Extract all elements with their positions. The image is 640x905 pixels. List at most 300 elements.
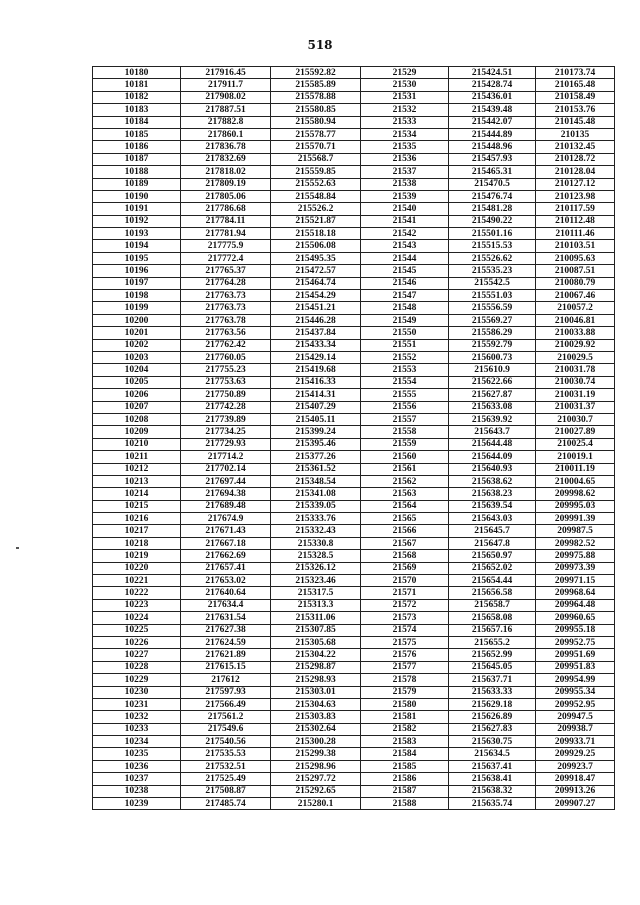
point-id-left-cell: 10237 <box>93 773 181 785</box>
x-coord-left-cell: 217882.8 <box>181 116 271 128</box>
x-coord-right-cell: 215444.89 <box>449 128 536 140</box>
point-id-left-cell: 10235 <box>93 748 181 760</box>
x-coord-left-cell: 217689.48 <box>181 500 271 512</box>
x-coord-left-cell: 217714.2 <box>181 451 271 463</box>
x-coord-left-cell: 217753.63 <box>181 376 271 388</box>
y-coord-left-cell: 215304.22 <box>271 649 361 661</box>
point-id-right-cell: 21566 <box>361 525 449 537</box>
x-coord-left-cell: 217763.56 <box>181 327 271 339</box>
table-row <box>93 463 615 475</box>
y-coord-left-cell: 215578.88 <box>271 91 361 103</box>
x-coord-right-cell: 215627.87 <box>449 389 536 401</box>
point-id-right-cell: 21548 <box>361 302 449 314</box>
y-coord-left-cell: 215297.72 <box>271 773 361 785</box>
table-row <box>93 438 615 450</box>
point-id-left-cell: 10210 <box>93 438 181 450</box>
x-coord-right-cell: 215644.48 <box>449 438 536 450</box>
point-id-right-cell: 21540 <box>361 203 449 215</box>
point-id-left-cell: 10193 <box>93 228 181 240</box>
y-coord-left-cell: 215326.12 <box>271 562 361 574</box>
point-id-right-cell: 21588 <box>361 798 449 810</box>
y-coord-right-cell: 209952.95 <box>536 698 615 710</box>
table-row <box>93 562 615 574</box>
x-coord-right-cell: 215637.41 <box>449 760 536 772</box>
y-coord-right-cell: 210095.63 <box>536 252 615 264</box>
y-coord-left-cell: 215548.84 <box>271 190 361 202</box>
x-coord-right-cell: 215638.41 <box>449 773 536 785</box>
y-coord-right-cell: 210029.5 <box>536 351 615 363</box>
point-id-left-cell: 10203 <box>93 351 181 363</box>
x-coord-right-cell: 215622.66 <box>449 376 536 388</box>
table-row <box>93 711 615 723</box>
point-id-left-cell: 10225 <box>93 624 181 636</box>
y-coord-right-cell: 210153.76 <box>536 104 615 116</box>
x-coord-left-cell: 217627.38 <box>181 624 271 636</box>
y-coord-right-cell: 209952.75 <box>536 636 615 648</box>
point-id-right-cell: 21543 <box>361 240 449 252</box>
table-row <box>93 550 615 562</box>
table-row <box>93 599 615 611</box>
x-coord-left-cell: 217765.37 <box>181 265 271 277</box>
point-id-right-cell: 21542 <box>361 228 449 240</box>
table-row <box>93 302 615 314</box>
x-coord-right-cell: 215645.05 <box>449 661 536 673</box>
x-coord-left-cell: 217667.18 <box>181 537 271 549</box>
y-coord-right-cell: 210030.7 <box>536 413 615 425</box>
point-id-right-cell: 21574 <box>361 624 449 636</box>
y-coord-left-cell: 215451.21 <box>271 302 361 314</box>
x-coord-right-cell: 215654.44 <box>449 575 536 587</box>
y-coord-left-cell: 215303.83 <box>271 711 361 723</box>
x-coord-right-cell: 215439.48 <box>449 104 536 116</box>
point-id-right-cell: 21579 <box>361 686 449 698</box>
table-row <box>93 649 615 661</box>
x-coord-left-cell: 217809.19 <box>181 178 271 190</box>
point-id-left-cell: 10229 <box>93 674 181 686</box>
x-coord-left-cell: 217764.28 <box>181 277 271 289</box>
point-id-left-cell: 10198 <box>93 290 181 302</box>
x-coord-right-cell: 215627.83 <box>449 723 536 735</box>
y-coord-left-cell: 215303.01 <box>271 686 361 698</box>
table-row <box>93 240 615 252</box>
y-coord-left-cell: 215300.28 <box>271 736 361 748</box>
point-id-left-cell: 10208 <box>93 413 181 425</box>
x-coord-left-cell: 217597.93 <box>181 686 271 698</box>
x-coord-left-cell: 217657.41 <box>181 562 271 574</box>
x-coord-left-cell: 217887.51 <box>181 104 271 116</box>
y-coord-left-cell: 215578.77 <box>271 128 361 140</box>
y-coord-right-cell: 210165.48 <box>536 79 615 91</box>
y-coord-left-cell: 215377.26 <box>271 451 361 463</box>
x-coord-left-cell: 217916.45 <box>181 67 271 79</box>
x-coord-left-cell: 217763.73 <box>181 290 271 302</box>
table-row <box>93 339 615 351</box>
point-id-right-cell: 21561 <box>361 463 449 475</box>
y-coord-right-cell: 209954.99 <box>536 674 615 686</box>
y-coord-right-cell: 210080.79 <box>536 277 615 289</box>
table-row <box>93 723 615 735</box>
point-id-right-cell: 21570 <box>361 575 449 587</box>
x-coord-right-cell: 215448.96 <box>449 141 536 153</box>
y-coord-left-cell: 215518.18 <box>271 228 361 240</box>
table-row <box>93 413 615 425</box>
x-coord-left-cell: 217697.44 <box>181 475 271 487</box>
x-coord-right-cell: 215428.74 <box>449 79 536 91</box>
point-id-left-cell: 10232 <box>93 711 181 723</box>
x-coord-right-cell: 215647.8 <box>449 537 536 549</box>
coordinate-table-body <box>93 67 615 810</box>
point-id-right-cell: 21577 <box>361 661 449 673</box>
x-coord-right-cell: 215424.51 <box>449 67 536 79</box>
y-coord-right-cell: 210004.65 <box>536 475 615 487</box>
point-id-right-cell: 21572 <box>361 599 449 611</box>
margin-mark <box>16 547 19 549</box>
table-row <box>93 351 615 363</box>
x-coord-left-cell: 217760.05 <box>181 351 271 363</box>
point-id-left-cell: 10226 <box>93 636 181 648</box>
point-id-right-cell: 21550 <box>361 327 449 339</box>
point-id-left-cell: 10215 <box>93 500 181 512</box>
x-coord-left-cell: 217781.94 <box>181 228 271 240</box>
coordinate-table <box>92 66 615 810</box>
x-coord-left-cell: 217832.69 <box>181 153 271 165</box>
x-coord-right-cell: 215442.07 <box>449 116 536 128</box>
point-id-right-cell: 21551 <box>361 339 449 351</box>
table-row <box>93 290 615 302</box>
table-row <box>93 67 615 79</box>
x-coord-right-cell: 215481.28 <box>449 203 536 215</box>
y-coord-left-cell: 215407.29 <box>271 401 361 413</box>
y-coord-left-cell: 215317.5 <box>271 587 361 599</box>
y-coord-right-cell: 210046.81 <box>536 314 615 326</box>
y-coord-left-cell: 215341.08 <box>271 488 361 500</box>
point-id-left-cell: 10197 <box>93 277 181 289</box>
y-coord-right-cell: 209951.83 <box>536 661 615 673</box>
point-id-right-cell: 21535 <box>361 141 449 153</box>
x-coord-left-cell: 217621.89 <box>181 649 271 661</box>
y-coord-right-cell: 209960.65 <box>536 612 615 624</box>
y-coord-left-cell: 215570.71 <box>271 141 361 153</box>
point-id-right-cell: 21556 <box>361 401 449 413</box>
y-coord-left-cell: 215552.63 <box>271 178 361 190</box>
x-coord-left-cell: 217694.38 <box>181 488 271 500</box>
y-coord-left-cell: 215506.08 <box>271 240 361 252</box>
y-coord-right-cell: 209955.34 <box>536 686 615 698</box>
x-coord-right-cell: 215542.5 <box>449 277 536 289</box>
y-coord-right-cell: 210158.49 <box>536 91 615 103</box>
table-row <box>93 587 615 599</box>
point-id-right-cell: 21544 <box>361 252 449 264</box>
point-id-right-cell: 21571 <box>361 587 449 599</box>
y-coord-right-cell: 210027.89 <box>536 426 615 438</box>
x-coord-right-cell: 215501.16 <box>449 228 536 240</box>
point-id-right-cell: 21584 <box>361 748 449 760</box>
table-row <box>93 364 615 376</box>
point-id-left-cell: 10191 <box>93 203 181 215</box>
y-coord-left-cell: 215416.33 <box>271 376 361 388</box>
point-id-left-cell: 10221 <box>93 575 181 587</box>
y-coord-right-cell: 210103.51 <box>536 240 615 252</box>
x-coord-right-cell: 215465.31 <box>449 166 536 178</box>
table-row <box>93 686 615 698</box>
point-id-right-cell: 21554 <box>361 376 449 388</box>
point-id-left-cell: 10238 <box>93 785 181 797</box>
y-coord-left-cell: 215298.93 <box>271 674 361 686</box>
x-coord-left-cell: 217772.4 <box>181 252 271 264</box>
y-coord-right-cell: 209991.39 <box>536 513 615 525</box>
y-coord-left-cell: 215580.85 <box>271 104 361 116</box>
x-coord-left-cell: 217535.53 <box>181 748 271 760</box>
y-coord-right-cell: 209955.18 <box>536 624 615 636</box>
x-coord-left-cell: 217729.93 <box>181 438 271 450</box>
table-row <box>93 575 615 587</box>
x-coord-left-cell: 217763.73 <box>181 302 271 314</box>
y-coord-left-cell: 215568.7 <box>271 153 361 165</box>
point-id-right-cell: 21559 <box>361 438 449 450</box>
point-id-left-cell: 10182 <box>93 91 181 103</box>
x-coord-right-cell: 215635.74 <box>449 798 536 810</box>
y-coord-left-cell: 215304.63 <box>271 698 361 710</box>
x-coord-right-cell: 215638.62 <box>449 475 536 487</box>
y-coord-right-cell: 209933.71 <box>536 736 615 748</box>
x-coord-right-cell: 215556.59 <box>449 302 536 314</box>
table-row <box>93 79 615 91</box>
x-coord-left-cell: 217836.78 <box>181 141 271 153</box>
y-coord-left-cell: 215313.3 <box>271 599 361 611</box>
point-id-left-cell: 10199 <box>93 302 181 314</box>
point-id-right-cell: 21549 <box>361 314 449 326</box>
x-coord-right-cell: 215639.92 <box>449 413 536 425</box>
point-id-left-cell: 10216 <box>93 513 181 525</box>
x-coord-left-cell: 217750.89 <box>181 389 271 401</box>
x-coord-right-cell: 215652.99 <box>449 649 536 661</box>
x-coord-right-cell: 215634.5 <box>449 748 536 760</box>
x-coord-right-cell: 215569.27 <box>449 314 536 326</box>
y-coord-left-cell: 215323.46 <box>271 575 361 587</box>
y-coord-right-cell: 210019.1 <box>536 451 615 463</box>
x-coord-left-cell: 217755.23 <box>181 364 271 376</box>
x-coord-left-cell: 217561.2 <box>181 711 271 723</box>
x-coord-right-cell: 215457.93 <box>449 153 536 165</box>
x-coord-right-cell: 215645.7 <box>449 525 536 537</box>
y-coord-right-cell: 209982.52 <box>536 537 615 549</box>
point-id-left-cell: 10211 <box>93 451 181 463</box>
y-coord-left-cell: 215585.89 <box>271 79 361 91</box>
table-row <box>93 401 615 413</box>
point-id-right-cell: 21562 <box>361 475 449 487</box>
y-coord-left-cell: 215292.65 <box>271 785 361 797</box>
x-coord-left-cell: 217702.14 <box>181 463 271 475</box>
y-coord-left-cell: 215302.64 <box>271 723 361 735</box>
y-coord-right-cell: 210135 <box>536 128 615 140</box>
table-row <box>93 748 615 760</box>
point-id-left-cell: 10200 <box>93 314 181 326</box>
table-row <box>93 141 615 153</box>
table-row <box>93 475 615 487</box>
y-coord-left-cell: 215298.96 <box>271 760 361 772</box>
y-coord-left-cell: 215395.46 <box>271 438 361 450</box>
x-coord-right-cell: 215652.02 <box>449 562 536 574</box>
y-coord-right-cell: 210132.45 <box>536 141 615 153</box>
y-coord-left-cell: 215580.94 <box>271 116 361 128</box>
y-coord-left-cell: 215299.38 <box>271 748 361 760</box>
x-coord-left-cell: 217784.11 <box>181 215 271 227</box>
table-row <box>93 736 615 748</box>
table-row <box>93 698 615 710</box>
y-coord-right-cell: 209951.69 <box>536 649 615 661</box>
x-coord-left-cell: 217634.4 <box>181 599 271 611</box>
x-coord-left-cell: 217566.49 <box>181 698 271 710</box>
x-coord-left-cell: 217763.78 <box>181 314 271 326</box>
table-row <box>93 674 615 686</box>
point-id-left-cell: 10220 <box>93 562 181 574</box>
y-coord-left-cell: 215333.76 <box>271 513 361 525</box>
y-coord-right-cell: 209995.03 <box>536 500 615 512</box>
point-id-right-cell: 21536 <box>361 153 449 165</box>
point-id-left-cell: 10187 <box>93 153 181 165</box>
point-id-right-cell: 21576 <box>361 649 449 661</box>
table-row <box>93 252 615 264</box>
table-row <box>93 612 615 624</box>
table-row <box>93 203 615 215</box>
point-id-right-cell: 21541 <box>361 215 449 227</box>
x-coord-left-cell: 217532.51 <box>181 760 271 772</box>
y-coord-right-cell: 210011.19 <box>536 463 615 475</box>
point-id-right-cell: 21573 <box>361 612 449 624</box>
point-id-left-cell: 10236 <box>93 760 181 772</box>
y-coord-left-cell: 215559.85 <box>271 166 361 178</box>
point-id-right-cell: 21552 <box>361 351 449 363</box>
point-id-left-cell: 10223 <box>93 599 181 611</box>
y-coord-left-cell: 215405.11 <box>271 413 361 425</box>
point-id-left-cell: 10207 <box>93 401 181 413</box>
point-id-left-cell: 10224 <box>93 612 181 624</box>
point-id-left-cell: 10185 <box>93 128 181 140</box>
x-coord-right-cell: 215633.33 <box>449 686 536 698</box>
table-row <box>93 426 615 438</box>
table-row <box>93 760 615 772</box>
x-coord-right-cell: 215470.5 <box>449 178 536 190</box>
point-id-left-cell: 10219 <box>93 550 181 562</box>
y-coord-right-cell: 210173.74 <box>536 67 615 79</box>
point-id-right-cell: 21580 <box>361 698 449 710</box>
x-coord-right-cell: 215630.75 <box>449 736 536 748</box>
point-id-left-cell: 10212 <box>93 463 181 475</box>
point-id-right-cell: 21553 <box>361 364 449 376</box>
y-coord-right-cell: 210117.59 <box>536 203 615 215</box>
table-row <box>93 513 615 525</box>
table-row <box>93 798 615 810</box>
point-id-right-cell: 21587 <box>361 785 449 797</box>
y-coord-right-cell: 209923.7 <box>536 760 615 772</box>
y-coord-right-cell: 209987.5 <box>536 525 615 537</box>
point-id-left-cell: 10213 <box>93 475 181 487</box>
table-row <box>93 661 615 673</box>
point-id-right-cell: 21530 <box>361 79 449 91</box>
point-id-left-cell: 10196 <box>93 265 181 277</box>
y-coord-left-cell: 215495.35 <box>271 252 361 264</box>
x-coord-left-cell: 217775.9 <box>181 240 271 252</box>
x-coord-left-cell: 217805.06 <box>181 190 271 202</box>
point-id-right-cell: 21565 <box>361 513 449 525</box>
x-coord-right-cell: 215650.97 <box>449 550 536 562</box>
table-row <box>93 178 615 190</box>
point-id-left-cell: 10231 <box>93 698 181 710</box>
point-id-right-cell: 21564 <box>361 500 449 512</box>
x-coord-right-cell: 215644.09 <box>449 451 536 463</box>
point-id-right-cell: 21538 <box>361 178 449 190</box>
y-coord-right-cell: 209913.26 <box>536 785 615 797</box>
x-coord-right-cell: 215490.22 <box>449 215 536 227</box>
x-coord-right-cell: 215658.7 <box>449 599 536 611</box>
table-row <box>93 389 615 401</box>
point-id-left-cell: 10195 <box>93 252 181 264</box>
y-coord-left-cell: 215472.57 <box>271 265 361 277</box>
point-id-left-cell: 10202 <box>93 339 181 351</box>
point-id-right-cell: 21558 <box>361 426 449 438</box>
x-coord-right-cell: 215476.74 <box>449 190 536 202</box>
x-coord-right-cell: 215586.29 <box>449 327 536 339</box>
y-coord-right-cell: 210031.37 <box>536 401 615 413</box>
y-coord-left-cell: 215437.84 <box>271 327 361 339</box>
x-coord-right-cell: 215640.93 <box>449 463 536 475</box>
point-id-left-cell: 10228 <box>93 661 181 673</box>
point-id-right-cell: 21547 <box>361 290 449 302</box>
y-coord-right-cell: 210057.2 <box>536 302 615 314</box>
point-id-left-cell: 10183 <box>93 104 181 116</box>
point-id-right-cell: 21581 <box>361 711 449 723</box>
y-coord-left-cell: 215348.54 <box>271 475 361 487</box>
table-row <box>93 277 615 289</box>
table-row <box>93 525 615 537</box>
y-coord-right-cell: 210111.46 <box>536 228 615 240</box>
x-coord-left-cell: 217908.02 <box>181 91 271 103</box>
point-id-left-cell: 10204 <box>93 364 181 376</box>
table-row <box>93 636 615 648</box>
y-coord-left-cell: 215464.74 <box>271 277 361 289</box>
point-id-left-cell: 10214 <box>93 488 181 500</box>
y-coord-left-cell: 215332.43 <box>271 525 361 537</box>
x-coord-right-cell: 215526.62 <box>449 252 536 264</box>
x-coord-left-cell: 217860.1 <box>181 128 271 140</box>
y-coord-right-cell: 210067.46 <box>536 290 615 302</box>
x-coord-left-cell: 217671.43 <box>181 525 271 537</box>
x-coord-left-cell: 217624.59 <box>181 636 271 648</box>
point-id-right-cell: 21582 <box>361 723 449 735</box>
x-coord-left-cell: 217640.64 <box>181 587 271 599</box>
point-id-right-cell: 21531 <box>361 91 449 103</box>
point-id-left-cell: 10194 <box>93 240 181 252</box>
x-coord-left-cell: 217734.25 <box>181 426 271 438</box>
x-coord-right-cell: 215515.53 <box>449 240 536 252</box>
y-coord-left-cell: 215361.52 <box>271 463 361 475</box>
y-coord-right-cell: 209964.48 <box>536 599 615 611</box>
table-row <box>93 314 615 326</box>
x-coord-right-cell: 215600.73 <box>449 351 536 363</box>
y-coord-right-cell: 209918.47 <box>536 773 615 785</box>
point-id-right-cell: 21560 <box>361 451 449 463</box>
table-row <box>93 91 615 103</box>
y-coord-left-cell: 215298.87 <box>271 661 361 673</box>
y-coord-right-cell: 209971.15 <box>536 575 615 587</box>
x-coord-left-cell: 217549.6 <box>181 723 271 735</box>
x-coord-right-cell: 215637.71 <box>449 674 536 686</box>
point-id-right-cell: 21534 <box>361 128 449 140</box>
x-coord-left-cell: 217631.54 <box>181 612 271 624</box>
point-id-left-cell: 10201 <box>93 327 181 339</box>
table-row <box>93 773 615 785</box>
point-id-right-cell: 21578 <box>361 674 449 686</box>
